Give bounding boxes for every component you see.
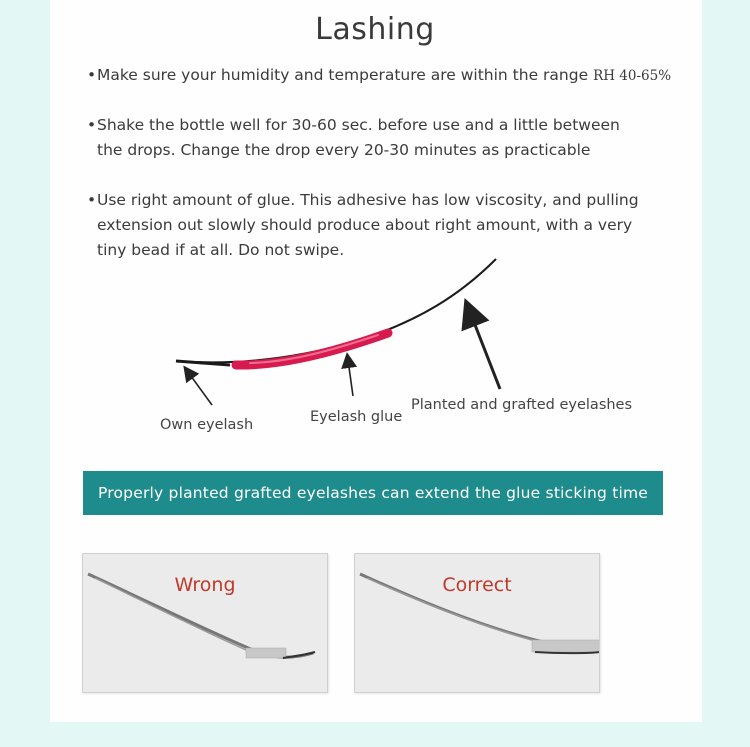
bullet-dot: • [87,191,97,209]
bullet-shake [87,113,620,163]
info-banner: Properly planted grafted eyelashes can extend the glue sticking time [83,471,663,515]
glue-bead [236,333,388,365]
wrong-label: Wrong [174,574,236,596]
bullet-dot: • [87,66,97,84]
bullet-text: the drops. Change the drop every 20-30 minutes as practicable [97,141,591,159]
arrow-own [188,372,212,405]
bullet-dot: • [87,116,97,134]
label-own-eyelash: Own eyelash [160,417,254,433]
correct-example [354,553,600,693]
bullet-humidity [87,63,671,89]
label-planted-lashes: Planted and grafted eyelashes [411,397,633,413]
arrow-glue [348,360,353,396]
bullet-text: Use right amount of glue. This adhesive has low viscosity, and pulling [97,191,639,209]
bullet-text: tiny bead if at all. Do not swipe. [97,241,345,259]
page-title: Lashing [315,12,435,47]
wrong-example [82,553,328,693]
bullet-text: extension out slowly should produce about right amount, with a very [97,216,633,234]
bullet-text: Make sure your humidity and temperature are within the range [97,66,589,84]
rh-range: RH 40-65% [593,68,672,84]
bullet-text: Shake the bottle well for 30-60 sec. before use and a little between [97,116,620,134]
correct-label: Correct [442,574,512,596]
label-eyelash-glue: Eyelash glue [310,409,403,425]
arrow-planted [470,312,500,389]
